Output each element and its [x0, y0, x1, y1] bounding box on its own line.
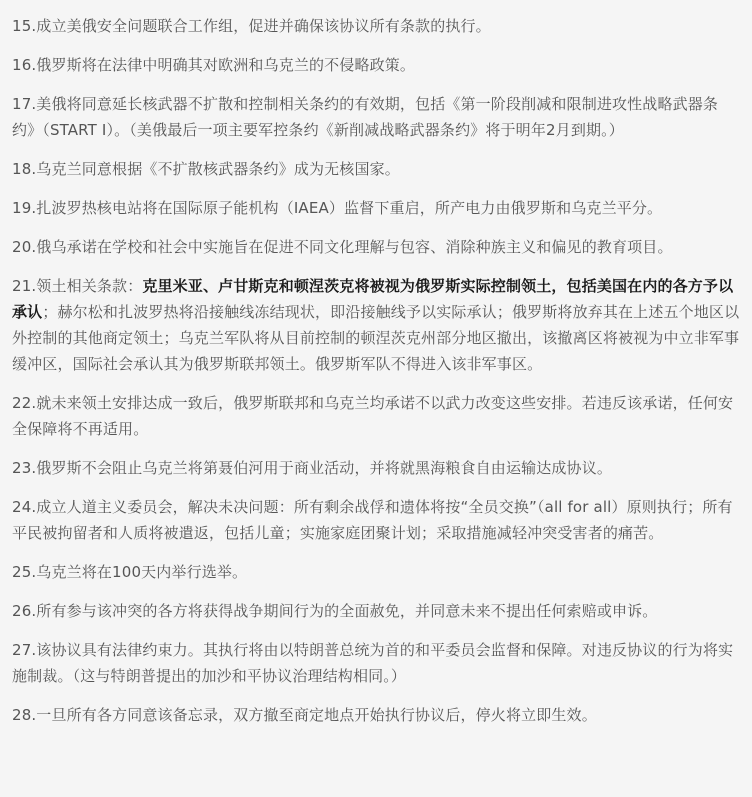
clause-16: 16.俄罗斯将在法律中明确其对欧洲和乌克兰的不侵略政策。	[12, 56, 416, 74]
clause-15: 15.成立美俄安全问题联合工作组，促进并确保该协议所有条款的执行。	[12, 17, 491, 35]
clause-17: 17.美俄将同意延长核武器不扩散和控制相关条约的有效期，包括《第一阶段削减和限制进攻性战略武器条约》（START I）。（美俄最后一项主要军控条约《新削减战略武器条约》将于明年2月到期。）	[12, 95, 719, 139]
clause-23: 23.俄罗斯不会阻止乌克兰将第聂伯河用于商业活动，并将就黑海粮食自由运输达成协议。	[12, 459, 613, 477]
clause-21	[12, 273, 740, 377]
clause-27: 27.该协议具有法律约束力。其执行将由以特朗普总统为首的和平委员会监督和保障。对违反协议的行为将实施制裁。（这与特朗普提出的加沙和平协议治理结构相同。）	[12, 641, 734, 685]
clause-21-bold: 克里米亚、卢甘斯克和顿涅茨克将被视为俄罗斯实际控制领土，包括美国在内的各方予以承认	[12, 277, 734, 321]
clause-21-rest: ；赫尔松和扎波罗热将沿接触线冻结现状，即沿接触线予以实际承认；俄罗斯将放弃其在上述五个地区以外控制的其他商定领土；乌克兰军队将从目前控制的顿涅茨克州部分地区撤出，该撤离区将被视为中立非军事缓冲区，国际社会承认其为俄罗斯联邦领土。俄罗斯军队不得进入该非军事区。	[12, 303, 740, 373]
clause-19: 19.扎波罗热核电站将在国际原子能机构（IAEA）监督下重启，所产电力由俄罗斯和乌克兰平分。	[12, 199, 663, 217]
clause-18: 18.乌克兰同意根据《不扩散核武器条约》成为无核国家。	[12, 160, 400, 178]
article-body	[0, 13, 752, 797]
clause-24: 24.成立人道主义委员会，解决未决问题：所有剩余战俘和遗体将按“全员交换”（all for all）原则执行；所有平民被拘留者和人质将被遣返，包括儿童；实施家庭团聚计划；采取措施减轻冲突受害者的痛苦。	[12, 498, 733, 542]
clause-20: 20.俄乌承诺在学校和社会中实施旨在促进不同文化理解与包容、消除种族主义和偏见的教育项目。	[12, 238, 673, 256]
clause-28: 28.一旦所有各方同意该备忘录，双方撤至商定地点开始执行协议后，停火将立即生效。	[12, 706, 597, 724]
clause-21-prefix: 21.领土相关条款：	[12, 277, 143, 295]
clause-22: 22.就未来领土安排达成一致后，俄罗斯联邦和乌克兰均承诺不以武力改变这些安排。若违反该承诺，任何安全保障将不再适用。	[12, 394, 734, 438]
clause-26: 26.所有参与该冲突的各方将获得战争期间行为的全面赦免，并同意未来不提出任何索赔或申诉。	[12, 602, 658, 620]
clause-25: 25.乌克兰将在100天内举行选举。	[12, 563, 248, 581]
